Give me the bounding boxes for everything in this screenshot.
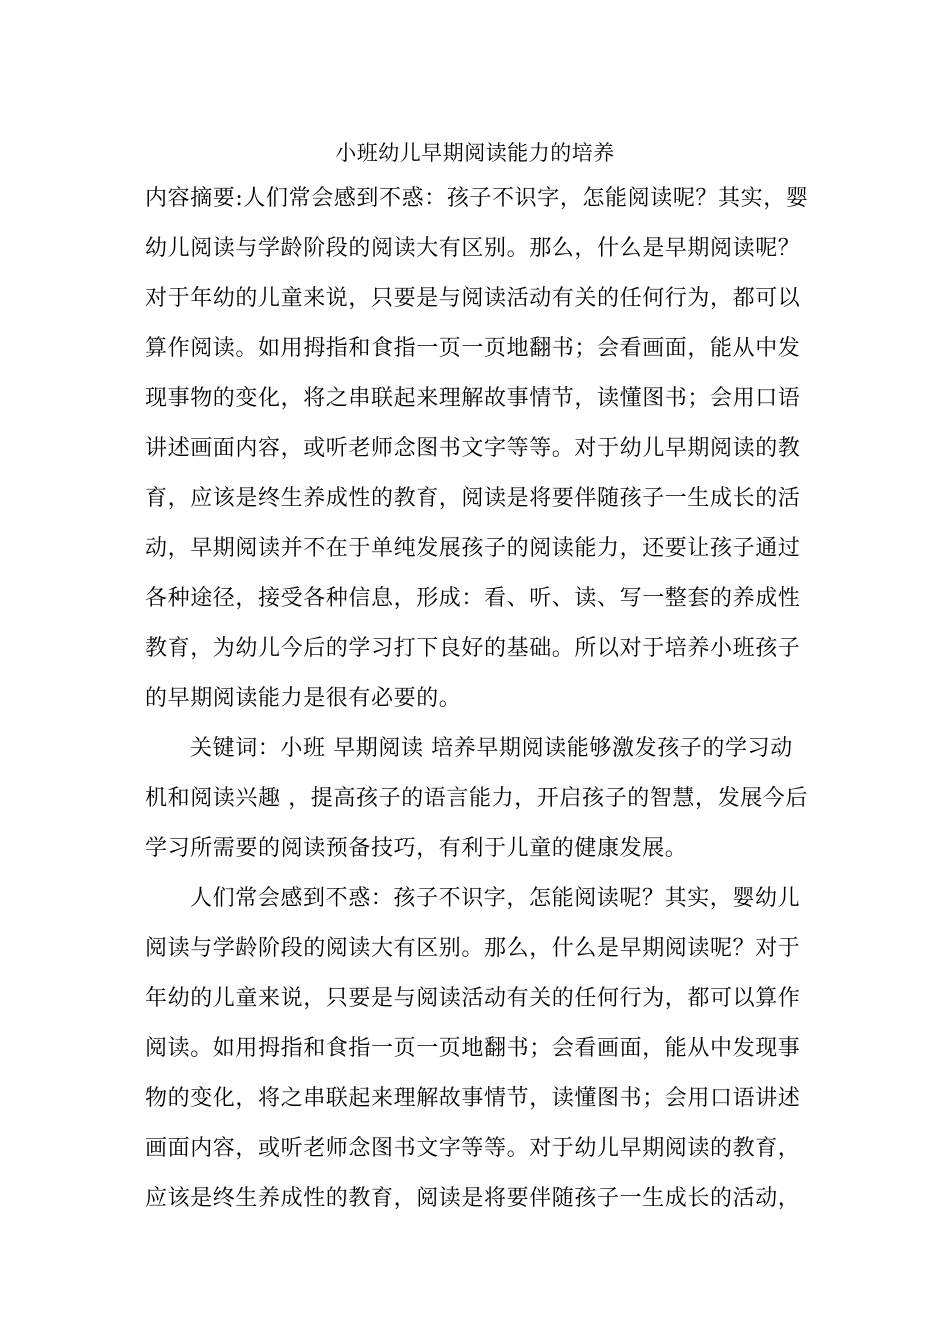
body-line: 物的变化，将之串联起来理解故事情节，读懂图书；会用口语讲述 xyxy=(145,1086,801,1111)
abstract-line: 算作阅读。如用拇指和食指一页一页地翻书；会看画面，能从中发 xyxy=(145,336,801,361)
keywords-line: 机和阅读兴趣 ，提高孩子的语言能力，开启孩子的智慧，发展今后 xyxy=(145,786,808,811)
abstract-line: 对于年幼的儿童来说，只要是与阅读活动有关的任何行为，都可以 xyxy=(145,286,801,311)
abstract-line: 现事物的变化，将之串联起来理解故事情节，读懂图书；会用口语 xyxy=(145,386,801,411)
body-line: 阅读与学龄阶段的阅读大有区别。那么，什么是早期阅读呢？对于 xyxy=(145,936,801,961)
body-line: 人们常会感到不惑：孩子不识字，怎能阅读呢？其实，婴幼儿 xyxy=(190,886,801,911)
document-title: 小班幼儿早期阅读能力的培养 xyxy=(335,141,615,165)
abstract-line: 各种途径，接受各种信息，形成：看、听、读、写一整套的养成性 xyxy=(145,586,801,611)
abstract-line: 内容摘要:人们常会感到不惑：孩子不识字，怎能阅读呢？其实，婴 xyxy=(145,186,809,211)
keywords-line: 关键词：小班 早期阅读 培养早期阅读能够激发孩子的学习动 xyxy=(190,736,793,761)
body-line: 应该是终生养成性的教育，阅读是将要伴随孩子一生成长的活动， xyxy=(145,1186,801,1211)
abstract-line: 讲述画面内容，或听老师念图书文字等等。对于幼儿早期阅读的教 xyxy=(145,436,801,461)
body-line: 画面内容，或听老师念图书文字等等。对于幼儿早期阅读的教育， xyxy=(145,1136,801,1161)
abstract-line: 教育，为幼儿今后的学习打下良好的基础。所以对于培养小班孩子 xyxy=(145,636,801,661)
body-line: 年幼的儿童来说，只要是与阅读活动有关的任何行为，都可以算作 xyxy=(145,986,801,1011)
abstract-line: 的早期阅读能力是很有必要的。 xyxy=(145,686,462,711)
keywords-line: 学习所需要的阅读预备技巧，有利于儿童的健康发展。 xyxy=(145,836,688,861)
abstract-line: 幼儿阅读与学龄阶段的阅读大有区别。那么，什么是早期阅读呢？ xyxy=(145,236,801,261)
abstract-line: 育，应该是终生养成性的教育，阅读是将要伴随孩子一生成长的活 xyxy=(145,486,801,511)
abstract-line: 动，早期阅读并不在于单纯发展孩子的阅读能力，还要让孩子通过 xyxy=(145,536,801,561)
body-line: 阅读。如用拇指和食指一页一页地翻书；会看画面，能从中发现事 xyxy=(145,1036,801,1061)
